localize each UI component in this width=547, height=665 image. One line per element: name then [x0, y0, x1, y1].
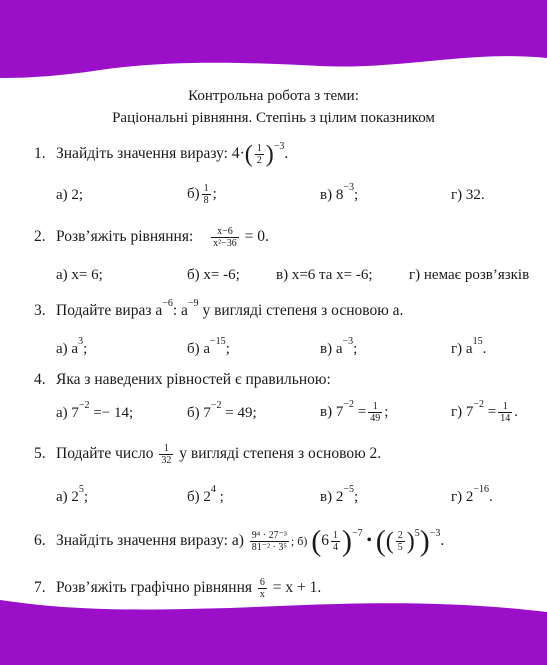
q2-option-b: б) x= -6; — [187, 267, 240, 283]
tail: = x + 1. — [272, 579, 322, 597]
question-number: 3. — [34, 302, 46, 319]
multiply-dot: • — [366, 532, 372, 550]
q2-option-a: а) x= 6; — [56, 267, 103, 283]
question-text: Подайте вираз a — [56, 302, 163, 319]
q1-option-d: г) 32. — [451, 187, 485, 203]
top-purple-band — [0, 0, 547, 80]
fraction: $\frac{1}{4}$ — [332, 530, 338, 553]
question-text: у вигляді степеня з основою 2. — [179, 445, 382, 463]
question-text: у вигляді степеня з основою а. — [198, 302, 404, 319]
question-2 — [34, 226, 269, 249]
exponent: −7 — [351, 528, 363, 540]
question-text: Знайдіть значення виразу: 4· — [56, 145, 245, 163]
q3-option-c: в) $a^{-3}$; — [320, 336, 358, 357]
right-paren: ) — [341, 524, 352, 558]
fraction: $\frac{6}{x}$ — [259, 577, 265, 600]
tail: . — [440, 532, 445, 550]
question-4 — [34, 371, 331, 389]
question-7 — [34, 577, 321, 600]
fraction: $\frac{1}{32}$ — [161, 443, 172, 466]
question-text: : a — [172, 302, 188, 319]
mixed-number: 6 — [321, 532, 329, 550]
question-3 — [34, 298, 404, 320]
test-topic: Раціональні рівняння. Степінь з цілим показником — [112, 110, 435, 126]
question-number: 1. — [34, 145, 46, 163]
q2-option-c: в) x=6 та x= -6; — [276, 267, 373, 283]
exponent: 5 — [414, 528, 420, 540]
q4-option-d: г) $7^{-2}$ = $\frac{1}{14}$ . — [451, 398, 519, 424]
question-number: 5. — [34, 445, 46, 463]
q4-option-a: а) $7^{-2} =- 14$; — [56, 400, 134, 421]
question-text: Яка з наведених рівностей є правильною: — [56, 371, 331, 388]
question-number: 6. — [34, 532, 46, 550]
exponent: −3 — [429, 528, 441, 540]
left-paren: ( — [244, 141, 253, 168]
q3-option-d: г) $a^{15}$. — [451, 336, 487, 357]
fraction: $\frac{2}{5}$ — [397, 530, 403, 553]
question-text: Знайдіть значення виразу: а) — [56, 532, 244, 550]
q2-option-d: г) немає розв’язків — [409, 267, 530, 283]
right-paren: ) — [265, 141, 274, 168]
q5-option-d: г) $2^{-16}$. — [451, 484, 493, 505]
tail: . — [284, 145, 289, 163]
right-paren: ) — [406, 528, 415, 555]
tail: = 0. — [244, 228, 269, 246]
right-paren: ) — [419, 524, 430, 558]
fraction: $\frac{1}{2}$ — [256, 143, 262, 166]
question-number: 2. — [34, 228, 46, 246]
fraction-a: $\frac{\text{9⁴ · 27⁻³}}{\text{81⁻² · 3⁵}}$ — [251, 530, 287, 553]
test-title: Контрольна робота з теми: — [188, 88, 359, 104]
question-number: 7. — [34, 579, 46, 597]
exponent: −9 — [187, 298, 199, 309]
exponent: −3 — [273, 141, 285, 153]
q3-option-b: б) $a^{-15}$; — [187, 336, 230, 357]
q1-option-a: а) 2; — [56, 187, 84, 203]
q1-option-b: б) $\frac{1}{8}$ ; — [187, 183, 217, 206]
question-number: 4. — [34, 371, 46, 388]
exponent: −6 — [162, 298, 173, 309]
q4-option-c: в) $7^{-2}$ = $\frac{1}{49}$ ; — [320, 398, 389, 424]
q3-option-a: а) $a^3$; — [56, 336, 88, 357]
left-paren: ( — [385, 528, 394, 555]
question-text: Подайте число — [56, 445, 154, 463]
q4-option-b: б) $7^{-2} = 49$; — [187, 400, 257, 421]
q5-option-a: а) $2^5$; — [56, 484, 89, 505]
fraction: $\frac{x-6}{\text{x²−36}}$ — [213, 226, 237, 249]
question-6 — [34, 524, 445, 558]
left-paren: ( — [375, 524, 386, 558]
q5-option-b: б) $2^4$ ; — [187, 484, 224, 505]
question-5 — [34, 443, 381, 466]
q1-option-c: в) $8^{-3}$; — [320, 182, 359, 203]
question-text: Розв’яжіть рівняння: — [56, 228, 194, 246]
left-paren: ( — [311, 524, 322, 558]
q5-option-c: в) $2^{-5}$; — [320, 484, 359, 505]
question-text: Розв’яжіть графічно рівняння — [56, 579, 253, 597]
bottom-purple-band — [0, 590, 547, 665]
separator: ; б) — [290, 534, 308, 549]
question-1 — [34, 143, 288, 166]
